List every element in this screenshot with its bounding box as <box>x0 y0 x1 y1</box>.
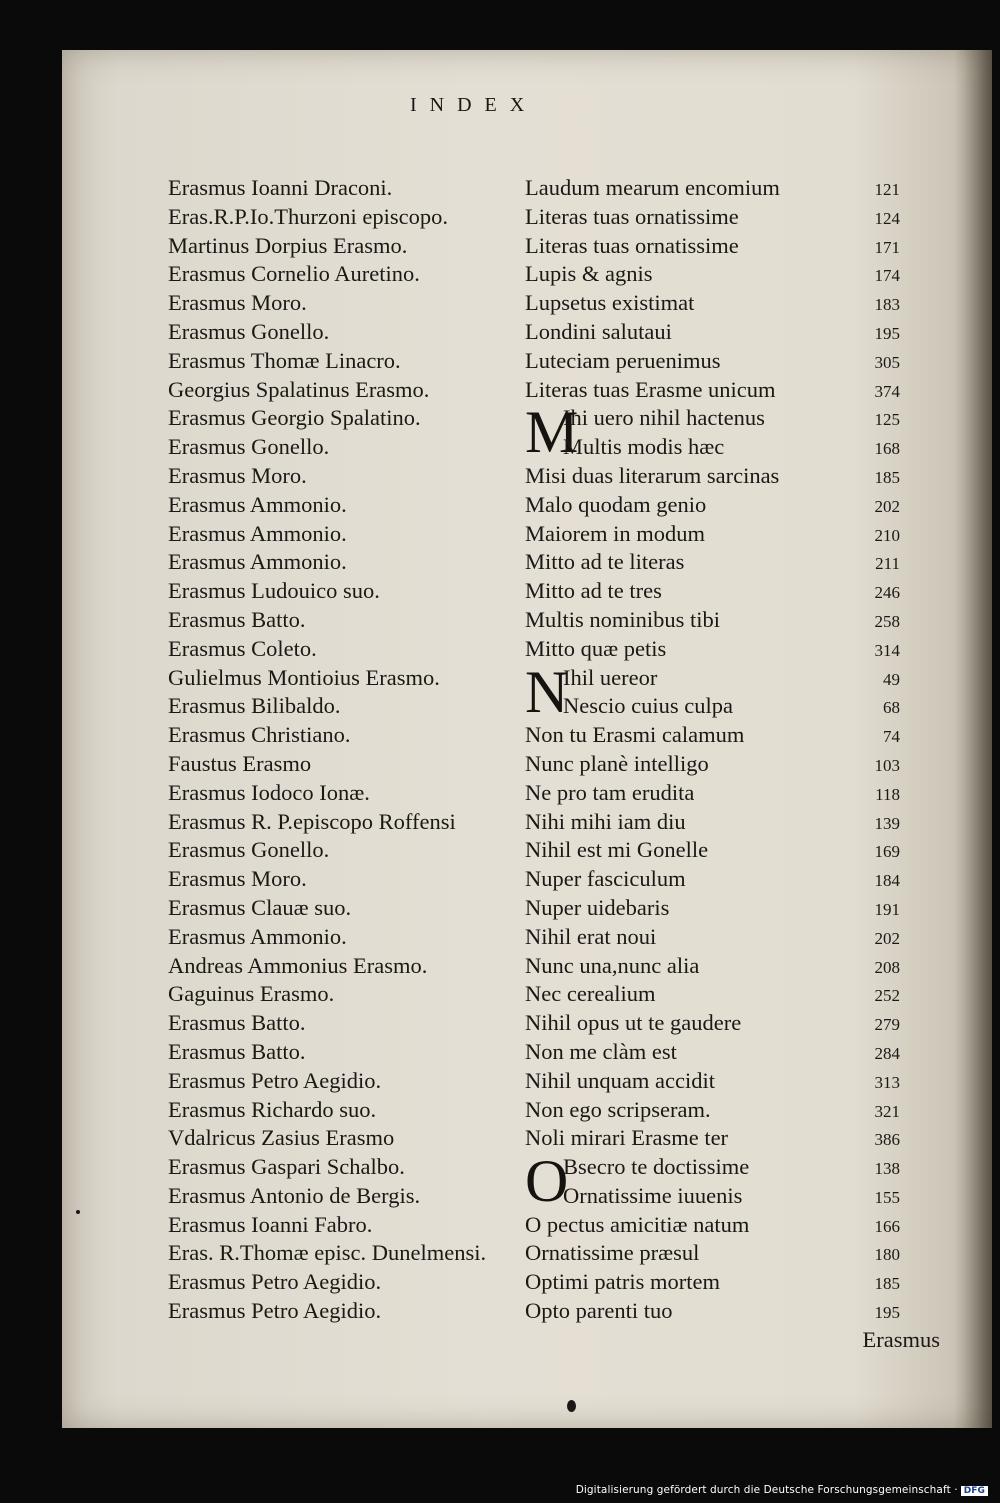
index-entry-incipit <box>525 894 900 923</box>
page-number: 74 <box>883 727 900 747</box>
index-entry-addressee <box>168 808 513 837</box>
page-number: 258 <box>874 611 900 631</box>
index-entry-incipit <box>525 779 900 808</box>
addressee-text: Erasmus Richardo suo. <box>168 1096 377 1122</box>
page-number: 124 <box>874 208 900 228</box>
incipit-text: Literas tuas Erasme unicum <box>525 376 776 402</box>
incipit-text: Nec cerealium <box>525 981 656 1007</box>
index-entry-addressee <box>168 1211 513 1240</box>
incipit-text: Nihil opus ut te gaudere <box>525 1010 742 1036</box>
page-number: 166 <box>874 1216 900 1236</box>
addressee-text: Erasmus Batto. <box>168 1010 306 1036</box>
page-number: 139 <box>874 813 900 833</box>
page-number: 305 <box>874 352 900 372</box>
addressee-text: Erasmus Gaspari Schalbo. <box>168 1154 405 1180</box>
incipit-text: Ornatissime præsul <box>525 1240 700 1266</box>
index-entry-incipit <box>525 1124 900 1153</box>
index-entry-incipit <box>525 1096 900 1125</box>
index-entry-addressee <box>168 404 513 433</box>
page-heading: INDEX <box>410 94 538 116</box>
page-number: 68 <box>883 698 900 718</box>
addressee-text: Erasmus Moro. <box>168 866 307 892</box>
index-entry-incipit <box>525 808 900 837</box>
index-entry-incipit <box>525 1268 900 1297</box>
page-number: 49 <box>883 669 900 689</box>
index-entry-incipit <box>525 1067 900 1096</box>
page-number: 169 <box>874 842 900 862</box>
page-gutter-shadow <box>954 50 992 1428</box>
addressee-text: Erasmus Gonello. <box>168 318 330 344</box>
index-entry-addressee <box>168 923 513 952</box>
index-entry-addressee <box>168 347 513 376</box>
index-entry-incipit <box>525 1182 900 1211</box>
drop-capital: N <box>525 658 569 725</box>
addressee-text: Martinus Dorpius Erasmo. <box>168 232 408 258</box>
incipit-text: Nuper uidebaris <box>525 894 670 920</box>
index-entry-incipit <box>525 347 900 376</box>
addressee-text: Erasmus Gonello. <box>168 434 330 460</box>
incipit-text: Non me clàm est <box>525 1038 677 1064</box>
index-entry-addressee <box>168 1182 513 1211</box>
addressee-text: Erasmus Ammonio. <box>168 549 347 575</box>
incipit-text: Ihi uero nihil hactenus <box>563 405 765 431</box>
addressee-text: Erasmus Gonello. <box>168 837 330 863</box>
index-entry-addressee <box>168 548 513 577</box>
addressee-text: Erasmus Coleto. <box>168 635 317 661</box>
incipit-text: Multis nominibus tibi <box>525 606 721 632</box>
index-entry-incipit <box>525 923 900 952</box>
addressee-text: Erasmus Ammonio. <box>168 491 347 517</box>
page-number: 168 <box>874 439 900 459</box>
addressee-text: Erasmus Ammonio. <box>168 923 347 949</box>
index-entry-addressee <box>168 433 513 462</box>
addressee-text: Erasmus Batto. <box>168 606 306 632</box>
incipit-text: Multis modis hæc <box>563 434 725 460</box>
index-entry-addressee <box>168 232 513 261</box>
index-entry-addressee <box>168 894 513 923</box>
index-entry-addressee <box>168 462 513 491</box>
incipit-text: Lupis & agnis <box>525 261 653 287</box>
addressee-text: Vdalricus Zasius Erasmo <box>168 1125 395 1151</box>
index-entry-addressee <box>168 491 513 520</box>
addressee-text: Georgius Spalatinus Erasmo. <box>168 376 430 402</box>
page-number: 183 <box>874 295 900 315</box>
index-entry-incipit <box>525 692 900 721</box>
addressee-text: Erasmus Petro Aegidio. <box>168 1298 382 1324</box>
index-entry-addressee <box>168 1038 513 1067</box>
index-entry-incipit <box>525 1297 900 1326</box>
addressee-text: Erasmus Batto. <box>168 1038 306 1064</box>
addressee-text: Gaguinus Erasmo. <box>168 981 335 1007</box>
index-entry-incipit <box>525 289 900 318</box>
page-number: 386 <box>874 1130 900 1150</box>
index-entry-addressee <box>168 1096 513 1125</box>
addressee-text: Erasmus Cornelio Auretino. <box>168 261 420 287</box>
addressee-text: Erasmus Ioanni Draconi. <box>168 175 393 200</box>
index-entry-addressee <box>168 1153 513 1182</box>
index-entry-incipit <box>525 548 900 577</box>
index-entry-addressee <box>168 577 513 606</box>
index-entry-incipit <box>525 1211 900 1240</box>
addressee-text: Gulielmus Montioius Erasmo. <box>168 664 440 690</box>
index-entry-addressee <box>168 1297 513 1326</box>
incipit-text: Laudum mearum encomium <box>525 175 780 200</box>
page-number: 180 <box>874 1245 900 1265</box>
incipit-column <box>525 174 900 1326</box>
incipit-text: Maiorem in modum <box>525 520 705 546</box>
addressee-text: Andreas Ammonius Erasmo. <box>168 952 428 978</box>
page-number: 155 <box>874 1187 900 1207</box>
dfg-logo: DFG <box>961 1486 988 1496</box>
incipit-text: Literas tuas ornatissime <box>525 203 739 229</box>
ink-speck <box>76 1210 80 1214</box>
incipit-text: Ornatissime iuuenis <box>563 1182 743 1208</box>
incipit-text: Nescio cuius culpa <box>563 693 733 719</box>
index-entry-addressee <box>168 318 513 347</box>
index-entry-incipit <box>525 1009 900 1038</box>
incipit-text: Mitto quæ petis <box>525 635 667 661</box>
incipit-text: O pectus amicitiæ natum <box>525 1211 750 1237</box>
footer-text: Digitalisierung gefördert durch die Deutsche Forschungsgemeinschaft · <box>575 1484 958 1496</box>
index-entry-addressee <box>168 664 513 693</box>
index-entry-incipit <box>525 952 900 981</box>
addressee-text: Erasmus Petro Aegidio. <box>168 1269 382 1295</box>
catchword: Erasmus <box>862 1327 940 1352</box>
page-number: 246 <box>874 583 900 603</box>
index-entry-incipit <box>525 1239 900 1268</box>
index-entry-incipit <box>525 520 900 549</box>
incipit-text: Bsecro te doctissime <box>563 1154 750 1180</box>
index-entry-addressee <box>168 520 513 549</box>
index-entry-incipit <box>525 376 900 405</box>
index-entry-addressee <box>168 376 513 405</box>
index-entry-incipit <box>525 318 900 347</box>
addressee-text: Erasmus Moro. <box>168 290 307 316</box>
incipit-text: Opto parenti tuo <box>525 1298 673 1324</box>
addressee-text: Eras. R.Thomæ episc. Dunelmensi. <box>168 1240 487 1266</box>
addressee-column <box>168 174 513 1326</box>
addressee-text: Erasmus Bilibaldo. <box>168 693 341 719</box>
index-entry-incipit <box>525 635 900 664</box>
index-entry-addressee <box>168 692 513 721</box>
addressee-text: Erasmus Thomæ Linacro. <box>168 347 401 373</box>
page-number: 195 <box>874 1303 900 1323</box>
index-entry-addressee <box>168 721 513 750</box>
page-number: 321 <box>874 1101 900 1121</box>
incipit-text: Noli mirari Erasme ter <box>525 1125 729 1151</box>
ink-speck <box>567 1400 576 1412</box>
index-entry-incipit <box>525 462 900 491</box>
digitization-footer <box>576 1484 988 1496</box>
incipit-text: Nunc planè intelligo <box>525 750 709 776</box>
incipit-text: Mitto ad te literas <box>525 549 685 575</box>
page-number: 202 <box>874 496 900 516</box>
index-entry-incipit <box>525 980 900 1009</box>
incipit-text: Ihil uereor <box>563 664 658 690</box>
index-entry-incipit <box>525 721 900 750</box>
page-number: 184 <box>874 871 900 891</box>
addressee-text: Erasmus Ludouico suo. <box>168 578 380 604</box>
page-number: 138 <box>874 1159 900 1179</box>
incipit-text: Nihil est mi Gonelle <box>525 837 709 863</box>
page-number: 313 <box>874 1072 900 1092</box>
page-number: 174 <box>874 266 900 286</box>
index-entry-incipit <box>525 750 900 779</box>
index-entry-incipit <box>525 174 900 203</box>
index-entry-addressee <box>168 289 513 318</box>
addressee-text: Eras.R.P.Io.Thurzoni episcopo. <box>168 203 448 229</box>
addressee-text: Erasmus Petro Aegidio. <box>168 1067 382 1093</box>
page-number: 118 <box>875 784 900 804</box>
page-number: 185 <box>874 1274 900 1294</box>
addressee-text: Faustus Erasmo <box>168 750 312 776</box>
incipit-text: Lupsetus existimat <box>525 290 695 316</box>
page-number: 211 <box>875 554 900 574</box>
index-entry-incipit <box>525 836 900 865</box>
page-number: 374 <box>874 381 900 401</box>
index-entry-addressee <box>168 750 513 779</box>
addressee-text: Erasmus Antonio de Bergis. <box>168 1182 421 1208</box>
index-entry-addressee <box>168 203 513 232</box>
page-number: 125 <box>874 410 900 430</box>
incipit-text: Optimi patris mortem <box>525 1269 720 1295</box>
page-number: 210 <box>874 525 900 545</box>
page-number: 171 <box>874 237 900 257</box>
addressee-text: Erasmus Ioanni Fabro. <box>168 1211 373 1237</box>
page-number: 121 <box>874 180 900 199</box>
addressee-text: Erasmus Iodoco Ionæ. <box>168 779 370 805</box>
addressee-text: Erasmus Christiano. <box>168 722 351 748</box>
index-entry-addressee <box>168 836 513 865</box>
index-entry-addressee <box>168 260 513 289</box>
index-entry-incipit <box>525 491 900 520</box>
addressee-text: Erasmus Clauæ suo. <box>168 894 352 920</box>
index-entry-incipit <box>525 433 900 462</box>
index-entry-addressee <box>168 1067 513 1096</box>
page-number: 279 <box>874 1015 900 1035</box>
incipit-text: Malo quodam genio <box>525 491 707 517</box>
incipit-text: Literas tuas ornatissime <box>525 232 739 258</box>
incipit-text: Nihil unquam accidit <box>525 1067 715 1093</box>
drop-capital: M <box>525 399 579 466</box>
page-number: 284 <box>874 1043 900 1063</box>
index-entry-addressee <box>168 1124 513 1153</box>
incipit-text: Non ego scripseram. <box>525 1096 711 1122</box>
index-entry-incipit <box>525 577 900 606</box>
index-entry-incipit <box>525 260 900 289</box>
page-number: 191 <box>874 899 900 919</box>
drop-capital: O <box>525 1148 569 1215</box>
page-number: 202 <box>874 928 900 948</box>
addressee-text: Erasmus Georgio Spalatino. <box>168 405 421 431</box>
index-entry-addressee <box>168 174 513 203</box>
index-entry-incipit <box>525 232 900 261</box>
incipit-text: Nuper fasciculum <box>525 866 686 892</box>
page-number: 185 <box>874 467 900 487</box>
index-entry-addressee <box>168 1009 513 1038</box>
incipit-text: Non tu Erasmi calamum <box>525 722 745 748</box>
incipit-text: Nihil erat noui <box>525 923 657 949</box>
index-entry-addressee <box>168 606 513 635</box>
index-entry-addressee <box>168 865 513 894</box>
page-number: 314 <box>874 640 900 660</box>
index-entry-addressee <box>168 952 513 981</box>
index-entry-addressee <box>168 1268 513 1297</box>
incipit-text: Londini salutaui <box>525 318 672 344</box>
index-entry-incipit <box>525 1038 900 1067</box>
index-entry-incipit <box>525 606 900 635</box>
incipit-text: Misi duas literarum sarcinas <box>525 462 780 488</box>
index-entry-addressee <box>168 635 513 664</box>
index-entry-addressee <box>168 980 513 1009</box>
index-entry-addressee <box>168 1239 513 1268</box>
index-entry-addressee <box>168 779 513 808</box>
index-entry-incipit <box>525 203 900 232</box>
incipit-text: Ne pro tam erudita <box>525 779 695 805</box>
addressee-text: Erasmus R. P.episcopo Roffensi <box>168 808 456 834</box>
index-entry-incipit <box>525 865 900 894</box>
page-number: 103 <box>874 755 900 775</box>
page-number: 252 <box>874 986 900 1006</box>
addressee-text: Erasmus Moro. <box>168 462 307 488</box>
page-number: 195 <box>874 323 900 343</box>
incipit-text: Nihi mihi iam diu <box>525 808 686 834</box>
incipit-text: Mitto ad te tres <box>525 578 662 604</box>
addressee-text: Erasmus Ammonio. <box>168 520 347 546</box>
page-number: 208 <box>874 957 900 977</box>
incipit-text: Nunc una,nunc alia <box>525 952 700 978</box>
incipit-text: Luteciam peruenimus <box>525 347 721 373</box>
